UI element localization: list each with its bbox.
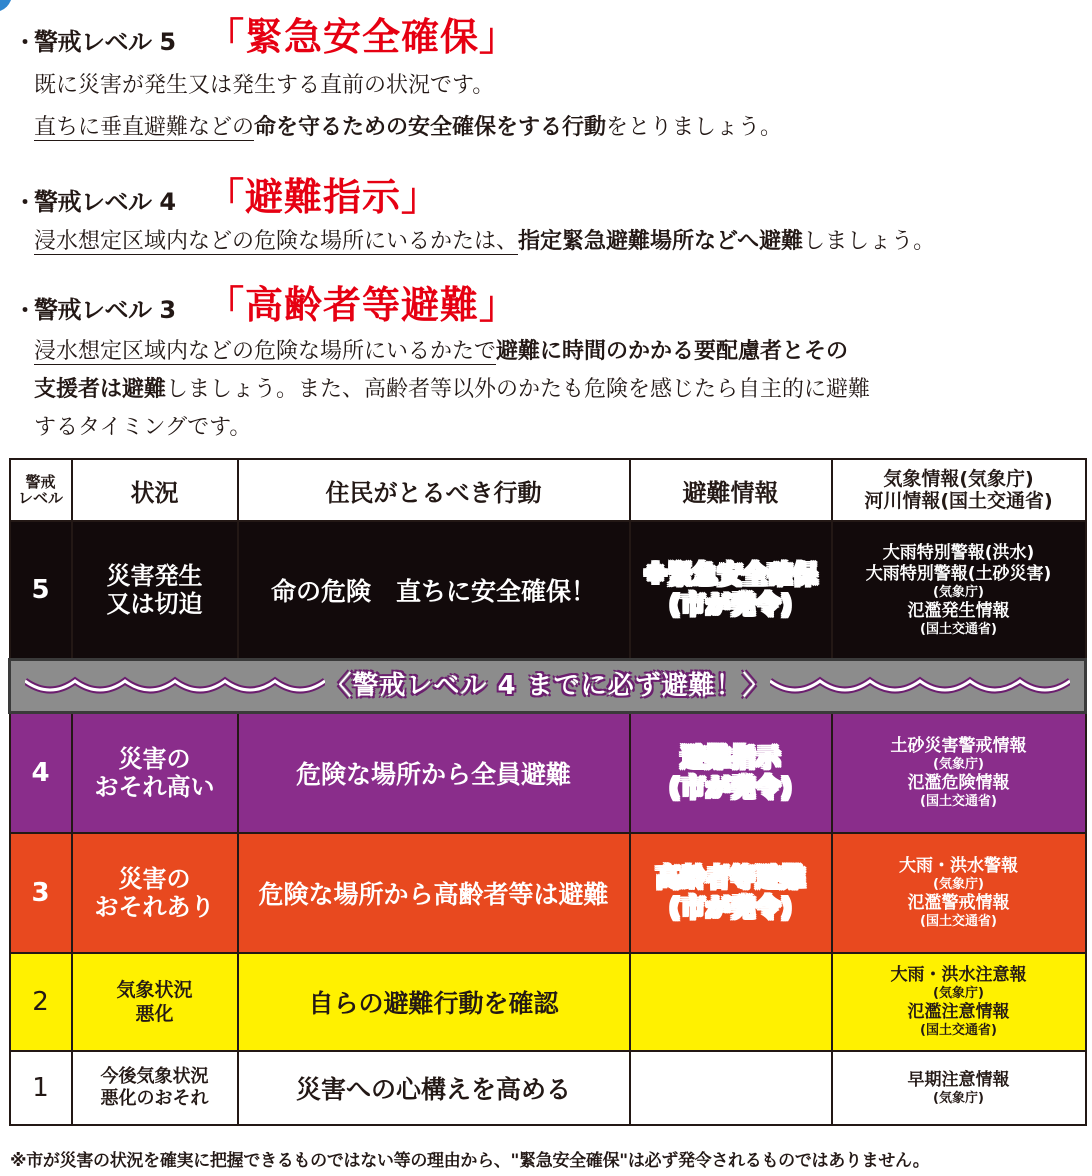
level4-desc-tail: しましょう。 [803,229,936,254]
level3-desc-bold2: 支援者は避難 [34,377,167,402]
row4-level: 4 [10,713,72,834]
bullet: ・ [14,299,37,324]
level5-label: 警戒レベル 5 [34,28,176,56]
row1-weather-info: 早期注意情報 (気象庁) [832,1051,1086,1125]
alert-level-table [8,458,1087,1126]
level3-label: 警戒レベル 3 [34,296,176,324]
level5-desc-line1: 既に災害が発生又は発生する直前の状況です。 [34,73,495,98]
row1-situation: 今後気象状況 悪化のおそれ [72,1051,238,1125]
header-level: 警戒 レベル [10,459,72,521]
row2-weather-info: 大雨・洪水注意報 (気象庁) 氾濫注意情報 (国土交通省) [832,953,1086,1051]
row4-weather-info: 土砂災害警戒情報 (気象庁) 氾濫危険情報 (国土交通省) [832,713,1086,834]
banner-text: 〈警戒レベル 4 までに必ず避難！〉 [325,671,770,701]
bullet: ・ [14,191,37,216]
level4-desc-line1 [34,224,935,255]
level3-section [0,274,1092,440]
footnote: ※市が災害の状況を確実に把握できるものではない等の理由から、"緊急安全確保"は必ず発令されるものではありません。 [10,1151,930,1171]
row1-action: 災害への心構えを高める [238,1051,630,1125]
banner-cell [10,660,1086,713]
level3-name: 「高齢者等避難」 [206,283,519,327]
level4-label: 警戒レベル 4 [34,188,176,216]
level3-desc-tail: しましょう。また、高齢者等以外のかたも危険を感じたら自主的に避難 [166,377,871,402]
level5-desc-tail: をとりましょう。 [606,115,783,140]
row3-action: 危険な場所から高齢者等は避難 [238,833,630,953]
level5-desc-line2 [34,110,782,141]
row5-evac-info: ※緊急安全確保 (市が発令) [630,521,832,660]
level4-desc-underline: 浸水想定区域内などの危険な場所にいるかたは、 [34,229,519,254]
level3-desc-line2 [34,372,870,403]
table-row-level2 [10,953,1086,1051]
level4-desc-bold: 指定緊急避難場所などへ避難 [518,229,804,254]
header-source: 気象情報(気象庁) 河川情報(国土交通省) [832,459,1086,521]
row3-weather-info: 大雨・洪水警報 (気象庁) 氾濫警戒情報 (国土交通省) [832,833,1086,953]
row2-situation: 気象状況 悪化 [72,953,238,1051]
level5-desc-underline: 直ちに垂直避難などの [34,115,255,140]
row5-situation: 災害発生 又は切迫 [72,521,238,660]
level4-section [0,166,1092,254]
row4-action: 危険な場所から全員避難 [238,713,630,834]
row3-level: 3 [10,833,72,953]
row5-action: 命の危険 直ちに安全確保！ [238,521,630,660]
level5-section [0,6,1092,140]
row3-evac-info: 高齢者等避難 (市が発令) [630,833,832,953]
table-row-level1 [10,1051,1086,1125]
level3-desc-underline: 浸水想定区域内などの危険な場所にいるかたで [34,339,497,364]
table-header-row [10,459,1086,521]
row2-level: 2 [10,953,72,1051]
level3-desc-line1 [34,334,848,365]
row2-action: 自らの避難行動を確認 [238,953,630,1051]
bullet: ・ [14,31,37,56]
row2-evac-info [630,953,832,1051]
level3-desc-line3: するタイミングです。 [34,415,252,440]
table-row-level4 [10,713,1086,834]
header-situation: 状況 [72,459,238,521]
header-action: 住民がとるべき行動 [238,459,630,521]
row1-level: 1 [10,1051,72,1125]
row4-evac-info: 避難指示 (市が発令) [630,713,832,834]
table-banner-row [10,660,1086,713]
level5-name: 「緊急安全確保」 [206,15,519,59]
level4-name: 「避難指示」 [206,175,441,219]
row3-situation: 災害の おそれあり [72,833,238,953]
header-evac: 避難情報 [630,459,832,521]
row5-level: 5 [10,521,72,660]
table-row-level3 [10,833,1086,953]
level5-desc-bold: 命を守るための安全確保をする行動 [254,115,607,140]
row4-situation: 災害の おそれ高い [72,713,238,834]
wave-left-icon [25,673,325,699]
row5-weather-info: 大雨特別警報(洪水) 大雨特別警報(土砂災害) (気象庁) 氾濫発生情報 (国土交通省) [832,521,1086,660]
wave-right-icon [770,673,1070,699]
level3-desc-bold: 避難に時間のかかる要配慮者とその [496,339,849,364]
row1-evac-info [630,1051,832,1125]
table-row-level5 [10,521,1086,660]
